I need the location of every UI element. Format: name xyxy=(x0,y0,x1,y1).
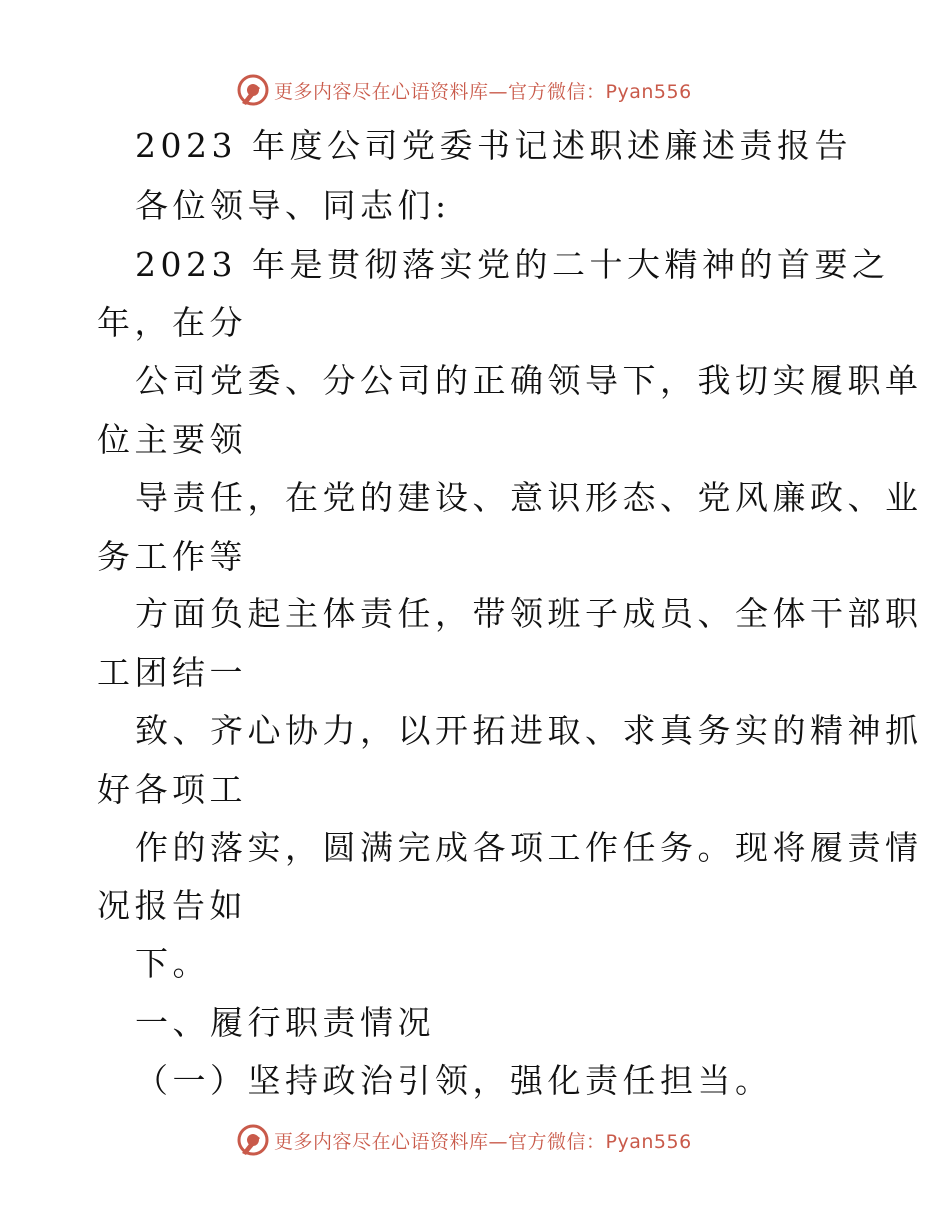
paragraph-line: 2023 年是贯彻落实党的二十大精神的首要之 xyxy=(135,245,890,284)
pen-logo-icon xyxy=(236,1123,270,1157)
paragraph-line: 公司党委、分公司的正确领导下，我切实履职单 xyxy=(135,361,923,400)
salutation: 各位领导、同志们: xyxy=(135,186,451,225)
paragraph-line: 好各项工 xyxy=(97,770,247,809)
paragraph-line: 作的落实，圆满完成各项工作任务。现将履责情 xyxy=(135,828,923,867)
paragraph-line: 致、齐心协力，以开拓进取、求真务实的精神抓 xyxy=(135,711,923,750)
pen-logo-icon xyxy=(236,73,270,107)
paragraph-line: 务工作等 xyxy=(97,537,247,576)
watermark-text: 更多内容尽在心语资料库—官方微信：Pyan556 xyxy=(274,80,692,103)
paragraph-line: 方面负起主体责任，带领班子成员、全体干部职 xyxy=(135,594,923,633)
paragraph-line: 导责任，在党的建设、意识形态、党风廉政、业 xyxy=(135,478,923,517)
section-heading: 一、履行职责情况 xyxy=(135,1003,435,1042)
paragraph-line: 年，在分 xyxy=(97,303,247,342)
paragraph-line: 工团结一 xyxy=(97,653,247,692)
paragraph-line: 况报告如 xyxy=(97,886,247,925)
watermark-header xyxy=(236,73,692,107)
paragraph-line: 位主要领 xyxy=(97,420,247,459)
document-title: 2023 年度公司党委书记述职述廉述责报告 xyxy=(135,126,852,165)
watermark-footer xyxy=(236,1123,692,1157)
paragraph-line: 下。 xyxy=(135,944,210,983)
subsection-heading: （一）坚持政治引领，强化责任担当。 xyxy=(135,1061,773,1100)
watermark-text: 更多内容尽在心语资料库—官方微信：Pyan556 xyxy=(274,1130,692,1153)
